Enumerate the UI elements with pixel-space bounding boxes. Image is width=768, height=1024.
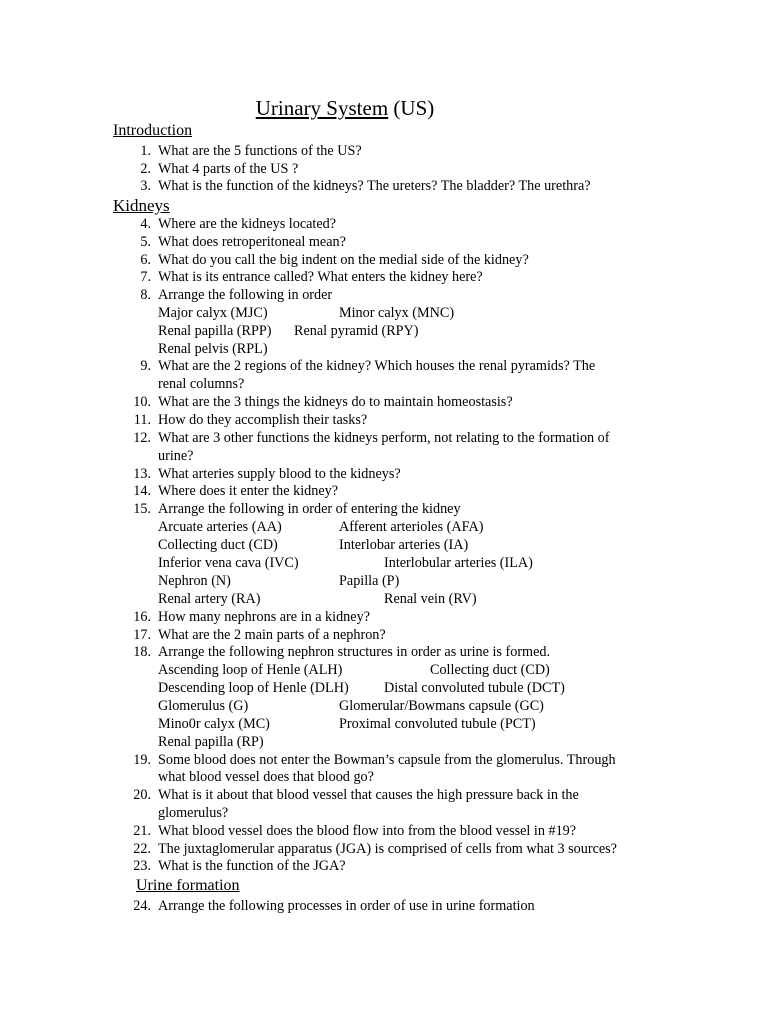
question-number: 18. [133, 644, 151, 660]
question-text: What are the 2 main parts of a nephron? [158, 627, 386, 643]
question-number: 8. [140, 287, 151, 303]
question-text: What are 3 other functions the kidneys perform, not relating to the formation of [158, 430, 610, 446]
question-text-continued: renal columns? [158, 376, 245, 392]
question-text: What are the 5 functions of the US? [158, 143, 362, 159]
question-number: 22. [133, 841, 151, 857]
question-text: Arrange the following in order of entering the kidney [158, 501, 461, 517]
option-item: Glomerulus (G) [158, 698, 249, 714]
option-item: Collecting duct (CD) [158, 537, 278, 553]
option-item: Glomerular/Bowmans capsule (GC) [339, 698, 544, 714]
option-item: Interlobar arteries (IA) [339, 537, 469, 553]
question-text: What are the 2 regions of the kidney? Which houses the renal pyramids? The [158, 358, 596, 374]
question-number: 2. [140, 161, 151, 177]
question-number: 5. [140, 234, 151, 250]
page-title [0, 94, 690, 122]
question-text: What arteries supply blood to the kidneys? [158, 466, 401, 482]
question-number: 1. [140, 143, 151, 159]
question-text: Arrange the following in order [158, 287, 333, 303]
option-item: Renal vein (RV) [384, 591, 477, 607]
question-number: 3. [140, 178, 151, 194]
question-text: Arrange the following processes in order of use in urine formation [158, 898, 535, 914]
option-item: Papilla (P) [339, 573, 400, 589]
option-item: Renal pelvis (RPL) [158, 341, 268, 357]
question-number: 9. [140, 358, 151, 374]
question-number: 15. [133, 501, 151, 517]
option-item: Major calyx (MJC) [158, 305, 268, 321]
question-text: What does retroperitoneal mean? [158, 234, 346, 250]
question-text-continued: glomerulus? [158, 805, 229, 821]
question-text: What 4 parts of the US ? [158, 161, 299, 177]
question-number: 23. [133, 858, 151, 874]
option-item: Renal pyramid (RPY) [294, 323, 419, 339]
question-text: What is the function of the kidneys? The ureters? The bladder? The urethra? [158, 178, 591, 194]
question-number: 21. [133, 823, 151, 839]
question-number: 4. [140, 216, 151, 232]
option-item: Arcuate arteries (AA) [158, 519, 282, 535]
question-number: 6. [140, 252, 151, 268]
option-item: Renal artery (RA) [158, 591, 261, 607]
option-item: Renal papilla (RPP) [158, 323, 272, 339]
question-number: 12. [133, 430, 151, 446]
question-text: How many nephrons are in a kidney? [158, 609, 370, 625]
option-item: Nephron (N) [158, 573, 231, 589]
option-item: Ascending loop of Henle (ALH) [158, 662, 343, 678]
option-item: Descending loop of Henle (DLH) [158, 680, 349, 696]
question-text-continued: urine? [158, 448, 194, 464]
question-text: What is its entrance called? What enters the kidney here? [158, 269, 483, 285]
question-number: 13. [133, 466, 151, 482]
question-text: What do you call the big indent on the medial side of the kidney? [158, 252, 529, 268]
question-text: Arrange the following nephron structures in order as urine is formed. [158, 644, 551, 660]
question-number: 14. [133, 483, 151, 499]
option-item: Mino0r calyx (MC) [158, 716, 270, 732]
option-item: Interlobular arteries (ILA) [384, 555, 533, 571]
title-main: Urinary System [255, 96, 389, 120]
question-text: What are the 3 things the kidneys do to maintain homeostasis? [158, 394, 513, 410]
heading-urine-formation: Urine formation [136, 877, 240, 894]
option-item: Afferent arterioles (AFA) [339, 519, 484, 535]
question-text: The juxtaglomerular apparatus (JGA) is comprised of cells from what 3 sources? [158, 841, 617, 857]
question-number: 17. [133, 627, 151, 643]
question-number: 19. [133, 752, 151, 768]
option-item: Proximal convoluted tubule (PCT) [339, 716, 536, 732]
title-suffix: (US) [388, 96, 435, 120]
question-text: Where does it enter the kidney? [158, 483, 339, 499]
question-text: Some blood does not enter the Bowman’s capsule from the glomerulus. Through [158, 752, 616, 768]
question-text: What is the function of the JGA? [158, 858, 346, 874]
question-number: 24. [133, 898, 151, 914]
question-text: How do they accomplish their tasks? [158, 412, 368, 428]
question-number: 10. [133, 394, 151, 410]
question-number: 20. [133, 787, 151, 803]
question-text-continued: what blood vessel does that blood go? [158, 769, 374, 785]
question-number: 11. [133, 412, 151, 428]
option-item: Minor calyx (MNC) [339, 305, 455, 321]
option-item: Collecting duct (CD) [430, 662, 550, 678]
question-number: 7. [140, 269, 151, 285]
heading-kidneys: Kidneys [113, 196, 170, 215]
question-text: What is it about that blood vessel that causes the high pressure back in the [158, 787, 579, 803]
option-item: Renal papilla (RP) [158, 734, 264, 750]
option-item: Distal convoluted tubule (DCT) [384, 680, 565, 696]
question-text: Where are the kidneys located? [158, 216, 337, 232]
question-number: 16. [133, 609, 151, 625]
question-text: What blood vessel does the blood flow into from the blood vessel in #19? [158, 823, 577, 839]
option-item: Inferior vena cava (IVC) [158, 555, 299, 571]
heading-introduction: Introduction [113, 122, 193, 139]
